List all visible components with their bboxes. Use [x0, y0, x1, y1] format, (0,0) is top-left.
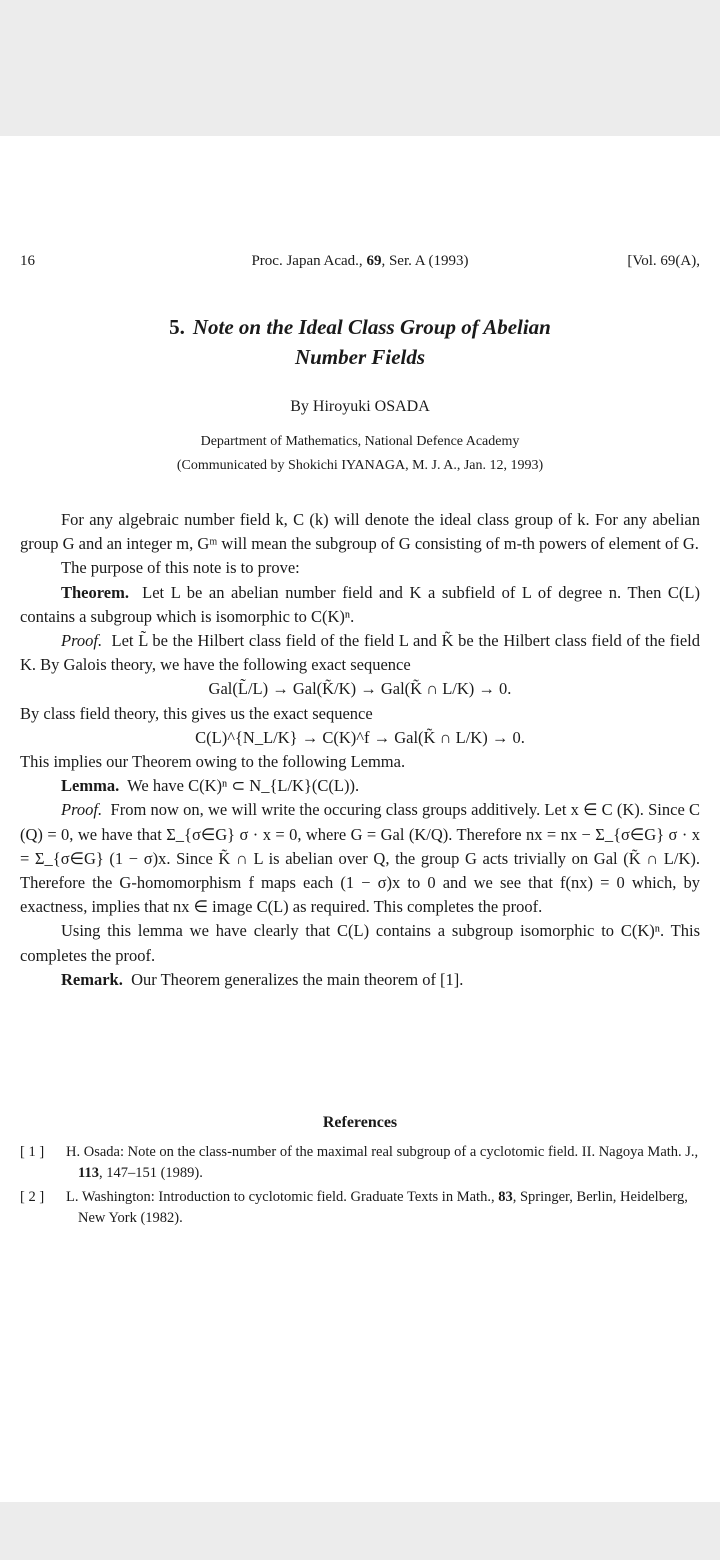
journal-name: Proc. Japan Acad., [251, 253, 363, 269]
theorem-text: Let L be an abelian number field and K a subfield of L of degree n. Then C(L) contains a subgroup which is isomorphic to C(K)ⁿ. [20, 582, 700, 626]
proof-text: Let L̃ be the Hilbert class field of the field L and K̃ be the Hilbert class field of the field K. By Galois theory, we have the following exact sequence [20, 631, 700, 675]
journal-volume: 69 [366, 253, 382, 269]
journal-series: , Ser. A (1993) [381, 253, 469, 269]
lemma-statement [20, 774, 700, 798]
reference-item [20, 1142, 700, 1184]
paragraph-intro: For any algebraic number field k, C (k) will denote the ideal class group of k. For any abelian group G and an integer m, Gᵐ will mean the subgroup of G consisting of m-th powers of element of G. [20, 510, 700, 554]
proof-label: Proof. [61, 631, 103, 651]
communicated-by: (Communicated by Shokichi IYANAGA, M. J. A., Jan. 12, 1993) [176, 458, 544, 473]
equation-galois-sequence: Gal(L̃/L) → Gal(K̃/K) → Gal(K̃ ∩ L/K) → 0. [208, 679, 512, 699]
article-body [20, 508, 700, 992]
lemma-proof [20, 798, 700, 919]
reference-volume: 83 [498, 1189, 513, 1205]
proof2-text: From now on, we will write the occuring class groups additively. Let x ∈ C (K). Since C (Q) = 0, we have that Σ_{σ∈G} σ · x = 0, where G = Gal (K/Q). Therefore nx = nx − Σ_{σ∈G} σ · x = Σ_{σ∈G} (1 − σ)x. Since K̃ ∩ L is abelian over Q, the group G acts trivially on Gal (K̃ ∩ L/K). Therefore the G-homomorphism f maps each (1 − σ)x to 0 and we see that f(nx) = 0 which, by exactness, implies that nx ∈ image C(L) as required. This completes the proof. [20, 800, 701, 917]
reference-text: H. Osada: Note on the class-number of the maximal real subgroup of a cyclotomic field. II. Nagoya Math. J., [66, 1144, 699, 1160]
article-number: 5. [169, 315, 185, 339]
reference-pages: , 147–151 (1989). [98, 1165, 203, 1181]
references-heading: References [322, 1114, 398, 1131]
viewer-background [0, 1502, 720, 1560]
paragraph-implies: This implies our Theorem owing to the following Lemma. [20, 752, 406, 772]
reference-text: L. Washington: Introduction to cyclotomic field. Graduate Texts in Math., [66, 1189, 495, 1205]
author-line: By Hiroyuki OSADA [290, 398, 430, 415]
reference-number: [ 1 ] [20, 1144, 45, 1160]
reference-number: [ 2 ] [20, 1189, 45, 1205]
paragraph-class-field: By class field theory, this gives us the exact sequence [20, 703, 373, 723]
title-line-1: Note on the Ideal Class Group of Abelian [192, 315, 551, 339]
remark-text: Our Theorem generalizes the main theorem of [1]. [131, 969, 464, 989]
article-title [60, 312, 660, 372]
journal-citation [20, 253, 700, 270]
reference-list [20, 1142, 700, 1232]
theorem-statement [20, 581, 700, 629]
reference-volume: 113 [78, 1165, 99, 1181]
theorem-label: Theorem. [61, 582, 129, 602]
reference-pages: , Springer, Berlin, Heidelberg, New York (1982). [78, 1189, 688, 1226]
paper-page [0, 136, 720, 1502]
affiliation: Department of Mathematics, National Defence Academy [200, 434, 520, 449]
paragraph-conclusion: Using this lemma we have clearly that C(L) contains a subgroup isomorphic to C(K)ⁿ. This completes the proof. [20, 921, 700, 965]
affiliation-block [0, 430, 720, 478]
remark-label: Remark. [61, 969, 123, 989]
paragraph-purpose: The purpose of this note is to prove: [61, 558, 300, 578]
title-line-2: Number Fields [294, 345, 426, 369]
page-number: 16 [20, 253, 35, 269]
proof2-label: Proof. [61, 800, 103, 820]
remark [20, 968, 700, 992]
equation-class-sequence: C(L)^{N_L/K} → C(K)^f → Gal(K̃ ∩ L/K) → 0. [195, 727, 525, 747]
lemma-label: Lemma. [61, 776, 120, 796]
proof-paragraph [20, 629, 700, 677]
reference-item [20, 1187, 700, 1229]
volume-reference: [Vol. 69(A), [627, 253, 700, 269]
lemma-text: We have C(K)ⁿ ⊂ N_{L/K}(C(L)). [127, 776, 360, 796]
running-header [20, 253, 700, 273]
